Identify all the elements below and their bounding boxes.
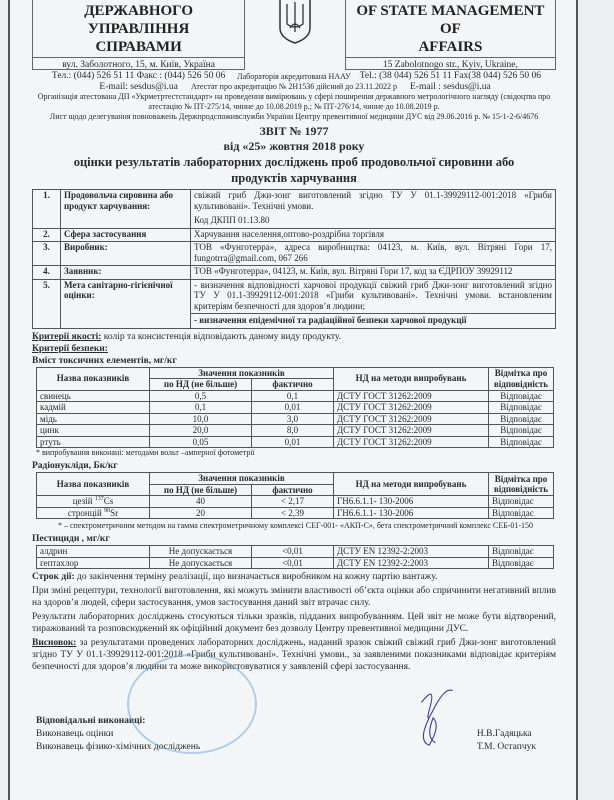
validity-text: до закінчення терміну реалізації, що визначається виробником на кожну партію вантажу. bbox=[74, 572, 438, 582]
norm-cell: Не допускається bbox=[150, 546, 252, 558]
role-evaluator: Виконавець оцінки bbox=[36, 729, 114, 739]
report-title-block bbox=[32, 124, 556, 186]
col-name: Назва показників bbox=[37, 473, 150, 496]
info-row bbox=[33, 266, 556, 280]
table-row bbox=[37, 496, 554, 508]
actual-cell: 8,0 bbox=[252, 425, 334, 437]
col-norm: по НД (не більше) bbox=[150, 484, 252, 496]
radio-table bbox=[36, 472, 554, 519]
row-number: 1. bbox=[33, 190, 61, 229]
col-actual: фактично bbox=[252, 379, 334, 391]
method-cell: ДСТУ ГОСТ 31262:2009 bbox=[334, 413, 489, 425]
quality-criteria bbox=[32, 331, 556, 343]
validity-label: Строк дії: bbox=[32, 572, 75, 582]
header-right bbox=[345, 0, 556, 92]
email-en: E-mail : sesdus@i.ua bbox=[410, 82, 491, 92]
col-mark: Відмітка про відповідність bbox=[489, 473, 554, 496]
report-page bbox=[8, 0, 578, 800]
phone-ua: Тел.: (044) 526 51 11 Факс : (044) 526 50 06 bbox=[51, 71, 226, 81]
nuclide-name: стронцій bbox=[67, 507, 102, 518]
signer-area bbox=[407, 679, 556, 754]
col-actual: фактично bbox=[252, 484, 334, 496]
method-cell: ГН6.6.1.1- 130-2006 bbox=[334, 496, 489, 508]
info-row bbox=[33, 242, 556, 266]
name-cell bbox=[37, 507, 150, 519]
report-title: оцінки результатів лабораторних досліджень проб продовольчої сировини або продуктів харчування bbox=[73, 155, 515, 185]
signer-names bbox=[477, 728, 536, 754]
trident-icon bbox=[245, 0, 345, 44]
info-table bbox=[32, 189, 556, 329]
address-en: 15 Zabolotnogo str., Kyiv, Ukraine, bbox=[382, 60, 518, 70]
quality-label: Критерії якості: bbox=[32, 331, 102, 342]
info-row bbox=[33, 279, 556, 328]
mark-cell: Відповідає bbox=[489, 436, 554, 448]
row-number: 4. bbox=[33, 266, 61, 280]
col-norm: по НД (не більше) bbox=[150, 379, 252, 391]
report-number: ЗВІТ № 1977 bbox=[259, 124, 329, 138]
table-row bbox=[37, 413, 554, 425]
method-cell: ДСТУ EN 12392-2:2003 bbox=[334, 546, 489, 558]
validity bbox=[32, 571, 556, 583]
conclusion bbox=[32, 637, 556, 673]
info-row bbox=[33, 228, 556, 242]
actual-cell: < 2,17 bbox=[252, 496, 334, 508]
mark-cell: Відповідає bbox=[489, 507, 554, 519]
table-row bbox=[37, 546, 554, 558]
phone-en: Tel.: (38 044) 526 51 11 Fax(38 044) 526 50 06 bbox=[359, 71, 542, 81]
actual-cell: <0,01 bbox=[252, 557, 334, 569]
name-cell bbox=[37, 496, 150, 508]
info-row bbox=[33, 190, 556, 229]
pest-table bbox=[36, 545, 554, 569]
header-left bbox=[32, 0, 245, 92]
element-symbol: Sr bbox=[110, 507, 119, 518]
pest-title: Пестициди , мг/кг bbox=[32, 534, 110, 544]
signatures-title: Відповідальні виконавці: bbox=[36, 716, 146, 726]
name-cell: алдрин bbox=[37, 546, 150, 558]
table-row bbox=[37, 390, 554, 402]
org-name-ua: ДЕРЖАВНОГО УПРАВЛІННЯ bbox=[84, 3, 193, 37]
conclusion-text: за результатами проведених лабораторних досліджень, наданий зразок свіжий свіжий гриб Джи-зонг виготовлений згідно ТУ У 01.1-39929112-001:2018 «Гриби культивовані». Технічні умови., за заявленими показниками відповідає критеріям безпечності для здоров’я людини та може використовуватися у заявленій сфері застосування. bbox=[32, 638, 556, 672]
row-label: Сфера застосування bbox=[61, 228, 191, 242]
isotope-mass: 90 bbox=[104, 507, 111, 514]
actual-cell: 0,01 bbox=[252, 436, 334, 448]
row-value bbox=[191, 279, 556, 328]
name-cell: гептахлор bbox=[37, 557, 150, 569]
row-label: Продовольча сировина або продукт харчування: bbox=[61, 190, 191, 229]
signature-icon bbox=[407, 679, 467, 754]
element-symbol: Cs bbox=[103, 496, 114, 506]
method-cell: ДСТУ ГОСТ 31262:2009 bbox=[334, 436, 489, 448]
actual-cell: 0,1 bbox=[252, 390, 334, 402]
table-row bbox=[37, 402, 554, 414]
accreditation-line: Організація атестована ДП «Укрметртестстандарт» на проведення вимірювань у сфері поширення державного метрологічного нагляду (свідоцтва про атестацію № ПТ-275/14, чинне до 10.08.2019 р.; № ПТ-276/14, чинне до 10.08.2019 р. bbox=[37, 92, 551, 111]
mark-cell: Відповідає bbox=[489, 557, 554, 569]
name-cell: свинець bbox=[37, 390, 150, 402]
name-cell: ртуть bbox=[37, 436, 150, 448]
quality-text: колір та консистенція відповідають даному виду продукту. bbox=[101, 331, 342, 342]
actual-cell: 3,0 bbox=[252, 413, 334, 425]
table-row bbox=[37, 507, 554, 519]
radio-title: Радіонукліди, Бк/кг bbox=[32, 461, 118, 471]
col-name: Назва показників bbox=[37, 367, 150, 390]
name-cell: кадмій bbox=[37, 402, 150, 414]
accreditation-line: Атестат про акредитацію № 2Н1536 дійсний до 23.11.2022 р bbox=[191, 82, 397, 91]
row-label: Заявник: bbox=[61, 266, 191, 280]
table-row bbox=[37, 557, 554, 569]
report-date: від «25» жовтня 2018 року bbox=[223, 139, 365, 153]
mark-cell: Відповідає bbox=[489, 425, 554, 437]
actual-cell: <0,01 bbox=[252, 546, 334, 558]
accreditation-line: Лабораторія акредитована НААУ bbox=[237, 72, 351, 81]
row-number: 2. bbox=[33, 228, 61, 242]
row-value bbox=[191, 190, 556, 229]
norm-cell: 10,0 bbox=[150, 413, 252, 425]
method-cell: ДСТУ ГОСТ 31262:2009 bbox=[334, 402, 489, 414]
org-name-en-2: AFFAIRS bbox=[418, 39, 483, 55]
method-cell: ГН6.6.1.1- 130-2006 bbox=[334, 507, 489, 519]
norm-cell: 20,0 bbox=[150, 425, 252, 437]
signer-1: Н.В.Гадяцька bbox=[476, 729, 532, 739]
name-cell: мідь bbox=[37, 413, 150, 425]
org-name-en: OF STATE MANAGEMENT OF bbox=[356, 3, 545, 37]
row-value bbox=[191, 228, 556, 242]
row-value-extra: - визначення епідемічної та радіаційної безпеки харчової продукції bbox=[191, 313, 555, 326]
row-value-extra: Код ДКПП 01.13.80 bbox=[194, 215, 270, 225]
actual-cell: < 2,39 bbox=[252, 507, 334, 519]
conclusion-label: Висновок: bbox=[32, 638, 77, 648]
signatures-block bbox=[36, 715, 200, 754]
row-value-text: - визначення відповідності харчової продукції свіжий гриб Джи-зонг виготовлений згідно ТУ У 01.1-39929112-001:2018 «Гриби культивовані». Технічні умови. встановленим критеріям безпечності для здоров’я людини; bbox=[194, 279, 552, 311]
row-value bbox=[191, 242, 556, 266]
safety-criteria-label: Критерії безпеки: bbox=[32, 343, 108, 354]
nuclide-name: цезій bbox=[72, 496, 93, 506]
norm-cell: 40 bbox=[150, 496, 252, 508]
row-label: Мета санітарно-гігієнічної оцінки: bbox=[61, 279, 191, 328]
row-number: 3. bbox=[33, 242, 61, 266]
mark-cell: Відповідає bbox=[489, 496, 554, 508]
isotope-mass: 137 bbox=[94, 496, 104, 502]
row-value bbox=[191, 266, 556, 280]
mark-cell: Відповідає bbox=[489, 402, 554, 414]
row-label: Виробник: bbox=[61, 242, 191, 266]
email-ua: E-mail: sesdus@i.ua bbox=[99, 82, 178, 92]
method-cell: ДСТУ ГОСТ 31262:2009 bbox=[334, 390, 489, 402]
mark-cell: Відповідає bbox=[489, 546, 554, 558]
col-method: НД на методи випробувань bbox=[334, 473, 489, 496]
row-value-text: ТОВ «Фунготерра», 04123, м. Київ, вул. Вітряні Гори 17, код за ЄДРПОУ 39929112 bbox=[194, 266, 513, 276]
actual-cell: 0,01 bbox=[252, 402, 334, 414]
address-ua: вул. Заболотного, 15, м. Київ, Україна bbox=[62, 60, 215, 70]
col-values: Значення показників bbox=[150, 473, 334, 485]
norm-cell: 0,05 bbox=[150, 436, 252, 448]
role-physchem: Виконавець фізико-хімічних досліджень bbox=[36, 742, 201, 752]
table-row bbox=[37, 425, 554, 437]
toxic-table bbox=[36, 367, 554, 449]
row-value-text: ТОВ «Фунготерра», адреса виробництва: 04123, м. Київ, вул. Вітряні Гори 17, fungotrra@gmail.com, 067 266 bbox=[194, 242, 552, 263]
radio-footnote: * – спектрометричним методом на гамма спектрометричному комплексі СЕГ-001- «АКП-С», бета спектрометричний комплекс СЕБ-01-150 bbox=[58, 521, 534, 530]
toxic-title: Вміст токсичних елементів, мг/кг bbox=[32, 355, 177, 366]
mark-cell: Відповідає bbox=[489, 413, 554, 425]
mark-cell: Відповідає bbox=[489, 390, 554, 402]
norm-cell: Не допускається bbox=[150, 557, 252, 569]
row-value-text: Харчування населення,оптово-роздрібна торгівля bbox=[194, 228, 385, 239]
recipe-change-note: При зміні рецептури, технології виготовлення, які можуть змінити властивості об’єкта оцінки або спричинити негативний вплив на здоров’я людей, сфери застосування, умов застосування даний звіт втрачає силу. bbox=[32, 586, 556, 608]
norm-cell: 0,1 bbox=[150, 402, 252, 414]
org-name-ua-2: СПРАВАМИ bbox=[95, 39, 182, 55]
row-value-text: свіжий гриб Джи-зонг виготовлений згідно ТУ У 01.1-39929112-001:2018 «Гриби культивовані». Технічні умови. bbox=[194, 190, 552, 211]
method-cell: ДСТУ ГОСТ 31262:2009 bbox=[334, 425, 489, 437]
norm-cell: 0,5 bbox=[150, 390, 252, 402]
col-values: Значення показників bbox=[150, 367, 334, 379]
signer-2: Т.М. Остапчук bbox=[476, 742, 536, 752]
accreditation-line: Лист щодо делегування повноважень Держпродспоживслужби України Центру превентивної медицини ДУС від 29.06.2016 р. № 15-1-2-6/4676 bbox=[49, 112, 539, 121]
col-mark: Відмітка про відповідність bbox=[489, 367, 554, 390]
toxic-footnote: * випробування виконані: методами вольт –амперної фотометрії bbox=[36, 448, 255, 457]
method-cell: ДСТУ EN 12392-2:2003 bbox=[334, 557, 489, 569]
col-method: НД на методи випробувань bbox=[334, 367, 489, 390]
signatures-row bbox=[32, 679, 556, 754]
norm-cell: 20 bbox=[150, 507, 252, 519]
results-scope-note: Результати лабораторних досліджень стосуються тільки зразків, підданих випробуванням. Цей звіт не може бути відтворений, тиражований та розповсюджений як офіційний документ без дозволу Центру превентивної медицини ДУС. bbox=[32, 612, 556, 634]
name-cell: цинк bbox=[37, 425, 150, 437]
table-row bbox=[37, 436, 554, 448]
row-number: 5. bbox=[33, 279, 61, 328]
